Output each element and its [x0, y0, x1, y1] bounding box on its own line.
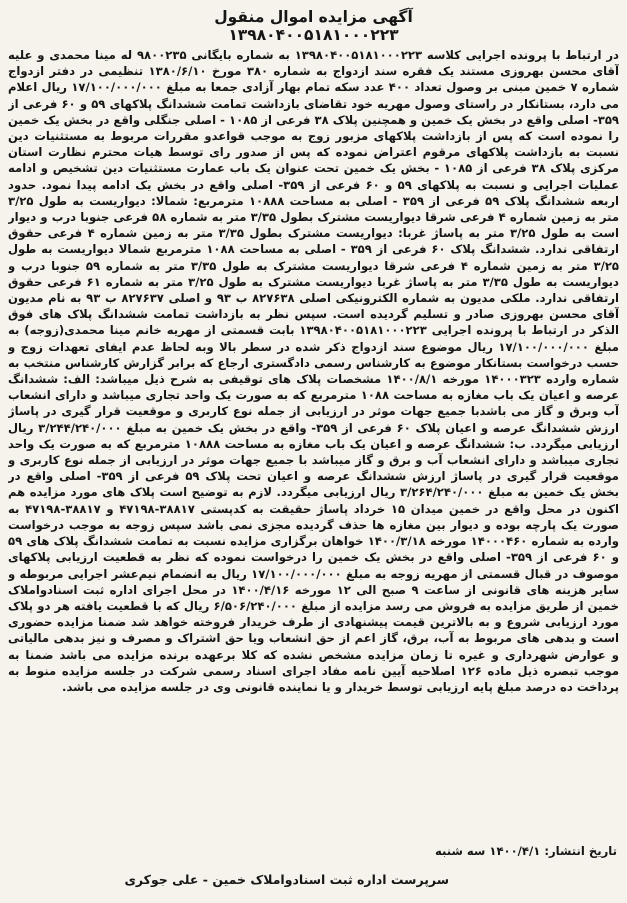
publication-date: تاریخ انتشار: ۱۴۰۰/۴/۱ سه شنبه — [434, 844, 617, 858]
notice-title: آگهی مزایده اموال منقول — [214, 8, 413, 26]
file-number: ۱۳۹۸۰۴۰۰۵۱۸۱۰۰۰۲۲۳ — [228, 26, 399, 44]
notice-body: در ارتباط با پرونده اجرایی کلاسه ۱۳۹۸۰۴۰۰۵۱۸۱۰۰۰۲۲۳ به شماره بایگانی ۹۸۰۰۲۳۵ له مینا محمدی و علیه آقای محسن بهروزی مستند یک فقره سند ازدواج به شماره ۳۸۰ مورخ ۱۳۸۰/۶/۱۰ تنظیمی در دفتر ازدواج شماره ۷ خمین مبنی بر وصول تعداد ۴۰۰ عدد سکه تمام بهار آزادی جمعا به مبلغ ۱۷/۱۰۰/۰۰۰/۰۰۰ ریال اعلام می دارد، بستانکار در راستای وصول مهریه خود تقاضای بازداشت تمامت ششدانگ پلاکهای ۵۹ و ۶۰ فرعی از ۳۵۹- اصلی واقع در بخش یک خمین و همچنین پلاک ۳۸ فرعی از ۱۰۸۵ - اصلی جنگلی واقع در بخش یک خمین را نموده است که پس از بازداشت پلاکهای مزبور زوج به موجب قواعدو مقررات مربوط به مستثنیات دین نسبت به بازداشت پلاکهای مرقوم اعتراض نموده که پس از صدور رای توسط هیات محترم نظارت استان مرکزی پلاک ۳۸ فرعی از ۱۰۸۵ - بخش یک خمین تحت عنوان یک باب عمارت مستثنیات دین تشخیص و ادامه عملیات اجرایی و نسبت به پلاکهای ۵۹ و ۶۰ فرعی از ۳۵۹- اصلی واقع در بخش یک ادامه پیدا نمود. حدود اربعه ششدانگ پلاک ۵۹ فرعی از ۳۵۹ - اصلی به مساحت ۱۰۸۸۸ مترمربع: شمالا: دیواریست به طول ۳/۲۵ متر به زمین شماره ۴ فرعی شرقا دیواریست مشترک بطول ۳/۳۵ متر به شماره ۵۸ فرعی جنوبا درب و دیوار است به طول ۳/۲۵ متر به پاساژ غربا: دیواریست مشترک بطول ۳/۳۵ متر به زمین شماره ۴ فرعی حقوق ارتفاقی ندارد. ششدانگ پلاک ۶۰ فرعی از ۳۵۹ - اصلی به مساحت ۱۰۸۸ مترمربع شمالا دیواریست به طول ۳/۲۵ متر به زمین شماره ۴ فرعی شرقا دیواریست مشترک به طول ۳/۳۵ متر به شماره ۵۹ جنوبا درب و دیواریست به طول ۳/۳۵ متر به پاساژ غربا دیواریست مشترک به طول ۳/۲۵ متر به شماره ۶۱ فرعی حقوق ارتفاقی ندارد. ملکی مدیون به شماره الکترونیکی اصلی ۸۲۷۶۳۸ ب ۹۳ و اصلی ۸۲۷۶۳۷ ب ۹۳ به نام مدیون آقای محسن بهروزی صادر و تسلیم گردیده است. سپس نظر به بازداشت تمامت ششدانگ پلاک های فوق الذکر در ارتباط با پرونده اجرایی ۱۳۹۸۰۴۰۰۵۱۸۱۰۰۰۲۲۳ بابت قسمتی از مهریه خانم مینا محمدی(زوجه) به مبلغ ۱۷/۱۰۰/۰۰۰/۰۰۰ ریال موضوع سند ازدواج ذکر شده در سطر بالا وبه لحاظ عدم ایفای تعهدات زوج و حسب درخواست بستانکار موضوع به کارشناس رسمی دادگستری ارجاع که برابر گزارش کارشناس منتخب به شماره وارده ۱۴۰۰۰۳۲۳ مورخه ۱۴۰۰/۸/۱ مشخصات پلاک های توقیفی به شرح ذیل میباشد: الف: ششدانگ عرصه و اعیان یک باب مغازه به مساحت ۱۰۸۸ مترمربع که به صورت یک واحد تجاری میباشد و دارای انشعاب آب وبرق و گاز می باشدبا جمیع جهات موثر در ارزیابی از جمله نوع کاربری و موقعیت قرار گیری در پاساژ ارزش ششدانگ عرصه و اعیان پلاک ۶۰ فرعی از ۳۵۹- واقع در بخش یک خمین به مبلغ ۳/۲۴۴/۲۴۰/۰۰۰ ریال ارزیابی میگردد. ب: ششدانگ عرصه و اعیان یک باب مغازه به مساحت ۱۰۸۸۸ مترمربع که به صورت یک واحد تجاری میباشد و دارای انشعاب آب و برق و گاز میباشد با جمیع جهات موثر در ارزیابی از جمله نوع کاربری و موقعیت قرار گیری در پاساژ ارزش ششدانگ عرصه و اعیان تحت پلاک ۵۹ فرعی از ۳۵۹- اصلی واقع در بخش یک خمین به مبلغ ۳/۲۶۴/۲۴۰/۰۰۰ ریال ارزیابی میگردد. لازم به توضیح است پلاک های مورد مزایده هم اکنون در محل واقع در خمین میدان ۱۵ خرداد پاساژ حقیقت به کدپستی ۳۸۸۱۷-۴۷۱۹۸ و ۳۸۸۱۷-۴۷۱۹۸ به صورت یک پارچه بوده و دیوار بین مغازه ها حذف گردیده مجزی نمی باشد سپس زوجه به موجب درخواست وارده به شماره ۱۴۰۰۰۴۶۰ مورخه ۱۴۰۰/۳/۱۸ خواهان برگزاری مزایده نسبت به تمامت ششدانگ پلاک های ۵۹ و ۶۰ فرعی از ۳۵۹- اصلی واقع در بخش یک خمین را درخواست نموده که نظر به قطعیت ارزیابی پلاکهای موصوف در قبال قسمتی از مهریه زوجه به مبلغ ۱۷/۱۰۰/۰۰۰/۰۰۰ ریال به انضمام نیم‌عشر اجرایی مربوطه و سایر هزینه های قانونی از ساعت ۹ صبح الی ۱۲ مورخه ۱۴۰۰/۴/۱۶ در محل اجرای اداره ثبت اسنادواملاک خمین از طریق مزایده به فروش می رسد مزایده از مبلغ ۶/۵۰۶/۲۴۰/۰۰۰ ریال که با قطعیت یافته هر دو پلاک مورد ارزیابی شروع و به بالاترین قیمت پیشنهادی از طرف خریدار فروخته خواهد شد ضمنا مزایده حضوری است و بدهی های مربوط به آب، برق، گاز اعم از حق انشعاب ویا حق اشتراک و مصرف و نیز بدهی مالیاتی و عوارض شهرداری و غیره تا زمان مزایده مشخص نشده که کلا برعهده برنده مزایده می باشد ضمنا به موجب تبصره ذیل ماده ۱۲۶ اصلاحیه آیین نامه مفاد اجرای اسناد رسمی شرکت در جلسه مزایده منوط به پرداخت ده درصد مبلغ پایه ارزیابی توسط خریدار و یا نماینده قانونی وی در جلسه مزایده می باشد. — [8, 48, 619, 694]
signature-line: سرپرست اداره ثبت اسنادواملاک خمین - علی جوکری — [124, 872, 449, 887]
